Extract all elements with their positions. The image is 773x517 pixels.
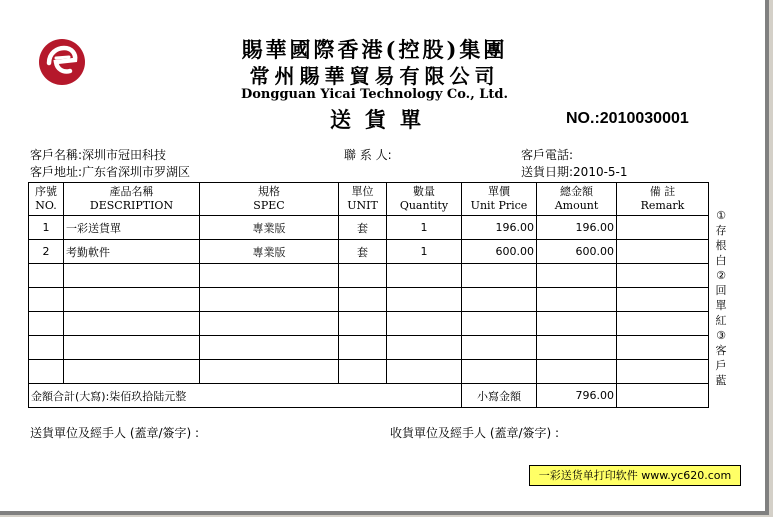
delivery-date: 送貨日期:2010-5-1 [521, 165, 628, 179]
side-note-char: 存 [715, 224, 727, 237]
side-note-char: 根 [715, 239, 727, 252]
side-note-char: 白 [715, 254, 727, 267]
cell-remark [617, 360, 709, 384]
cell-spec [200, 264, 339, 288]
table-row [29, 360, 709, 384]
cell-unit [339, 264, 387, 288]
cell-no: 2 [29, 240, 64, 264]
cell-unit-price [462, 312, 537, 336]
cell-spec [200, 360, 339, 384]
header-quantity: 數量 Quantity [387, 183, 462, 216]
document-number: NO.:2010030001 [566, 110, 689, 127]
document-title: 送貨單 [330, 107, 435, 132]
cell-amount [537, 360, 617, 384]
cell-spec [200, 312, 339, 336]
cell-unit: 套 [339, 216, 387, 240]
customer-name: 客戶名稱:深圳市冠田科技 [30, 148, 167, 162]
cell-description [64, 336, 200, 360]
cell-quantity [387, 264, 462, 288]
header-unit-price: 單價 Unit Price [462, 183, 537, 216]
side-note-char: 藍 [715, 374, 727, 387]
cell-unit-price [462, 288, 537, 312]
header-remark: 備 註 Remark [617, 183, 709, 216]
cell-unit-price: 196.00 [462, 216, 537, 240]
cell-description: 考勤軟件 [64, 240, 200, 264]
cell-remark [617, 288, 709, 312]
total-amount-words: 金額合計(大寫):柒佰玖拾陆元整 [29, 384, 462, 408]
copy-distribution-note [714, 208, 728, 388]
cell-description: 一彩送貨單 [64, 216, 200, 240]
cell-amount [537, 312, 617, 336]
cell-no [29, 312, 64, 336]
cell-quantity [387, 336, 462, 360]
company-name-line1: 賜華國際香港(控股)集團 [241, 37, 508, 62]
cell-unit [339, 360, 387, 384]
table-row [29, 312, 709, 336]
cell-remark [617, 216, 709, 240]
receiver-signature-label: 收貨單位及經手人 (蓋章/簽字) : [390, 426, 560, 440]
cell-quantity: 1 [387, 240, 462, 264]
cell-remark [617, 240, 709, 264]
total-row [29, 384, 709, 408]
small-total-label: 小寫金額 [462, 384, 537, 408]
header-unit: 單位 UNIT [339, 183, 387, 216]
cell-unit [339, 312, 387, 336]
items-table [28, 182, 709, 408]
side-note-char: ① [716, 209, 726, 222]
side-note-char: 客 [715, 344, 727, 357]
cell-no: 1 [29, 216, 64, 240]
table-row [29, 216, 709, 240]
sender-signature-label: 送貨單位及經手人 (蓋章/簽字) : [30, 426, 200, 440]
cell-unit-price: 600.00 [462, 240, 537, 264]
cell-description [64, 312, 200, 336]
cell-description [64, 288, 200, 312]
cell-remark [617, 312, 709, 336]
cell-amount [537, 336, 617, 360]
cell-amount: 600.00 [537, 240, 617, 264]
cell-unit: 套 [339, 240, 387, 264]
side-note-char: ③ [716, 329, 726, 342]
company-name-en: Dongguan Yicai Technology Co., Ltd. [240, 87, 509, 102]
cell-quantity: 1 [387, 216, 462, 240]
header-no: 序號 NO. [29, 183, 64, 216]
contact-person: 聯 系 人: [344, 148, 392, 162]
total-remark [617, 384, 709, 408]
cell-spec: 專業版 [200, 240, 339, 264]
cell-quantity [387, 312, 462, 336]
cell-spec [200, 288, 339, 312]
side-note-char: 單 [715, 299, 727, 312]
cell-description [64, 264, 200, 288]
small-total-value: 796.00 [537, 384, 617, 408]
company-name-line2: 常州賜華貿易有限公司 [249, 64, 500, 88]
customer-address: 客戶地址:广东省深圳市罗湖区 [30, 165, 191, 179]
header-description: 產品名稱 DESCRIPTION [64, 183, 200, 216]
cell-amount [537, 288, 617, 312]
cell-remark [617, 336, 709, 360]
cell-unit [339, 288, 387, 312]
header-amount: 總金額 Amount [537, 183, 617, 216]
side-note-char: 紅 [715, 314, 727, 327]
cell-amount: 196.00 [537, 216, 617, 240]
side-note-char: ② [716, 269, 726, 282]
cell-quantity [387, 288, 462, 312]
side-note-char: 回 [715, 284, 727, 297]
cell-unit-price [462, 264, 537, 288]
table-row [29, 336, 709, 360]
cell-quantity [387, 360, 462, 384]
cell-spec: 專業版 [200, 216, 339, 240]
software-banner-link[interactable]: 一彩送货单打印软件 www.yc620.com [529, 465, 741, 486]
table-header-row [29, 183, 709, 216]
cell-no [29, 288, 64, 312]
cell-no [29, 336, 64, 360]
table-row [29, 264, 709, 288]
cell-no [29, 264, 64, 288]
cell-unit [339, 336, 387, 360]
table-row [29, 288, 709, 312]
cell-amount [537, 264, 617, 288]
cell-unit-price [462, 336, 537, 360]
cell-description [64, 360, 200, 384]
cell-remark [617, 264, 709, 288]
customer-phone: 客戶電話: [521, 148, 574, 162]
header-spec: 規格 SPEC [200, 183, 339, 216]
cell-unit-price [462, 360, 537, 384]
side-note-char: 戶 [715, 359, 727, 372]
cell-spec [200, 336, 339, 360]
cell-no [29, 360, 64, 384]
table-row [29, 240, 709, 264]
